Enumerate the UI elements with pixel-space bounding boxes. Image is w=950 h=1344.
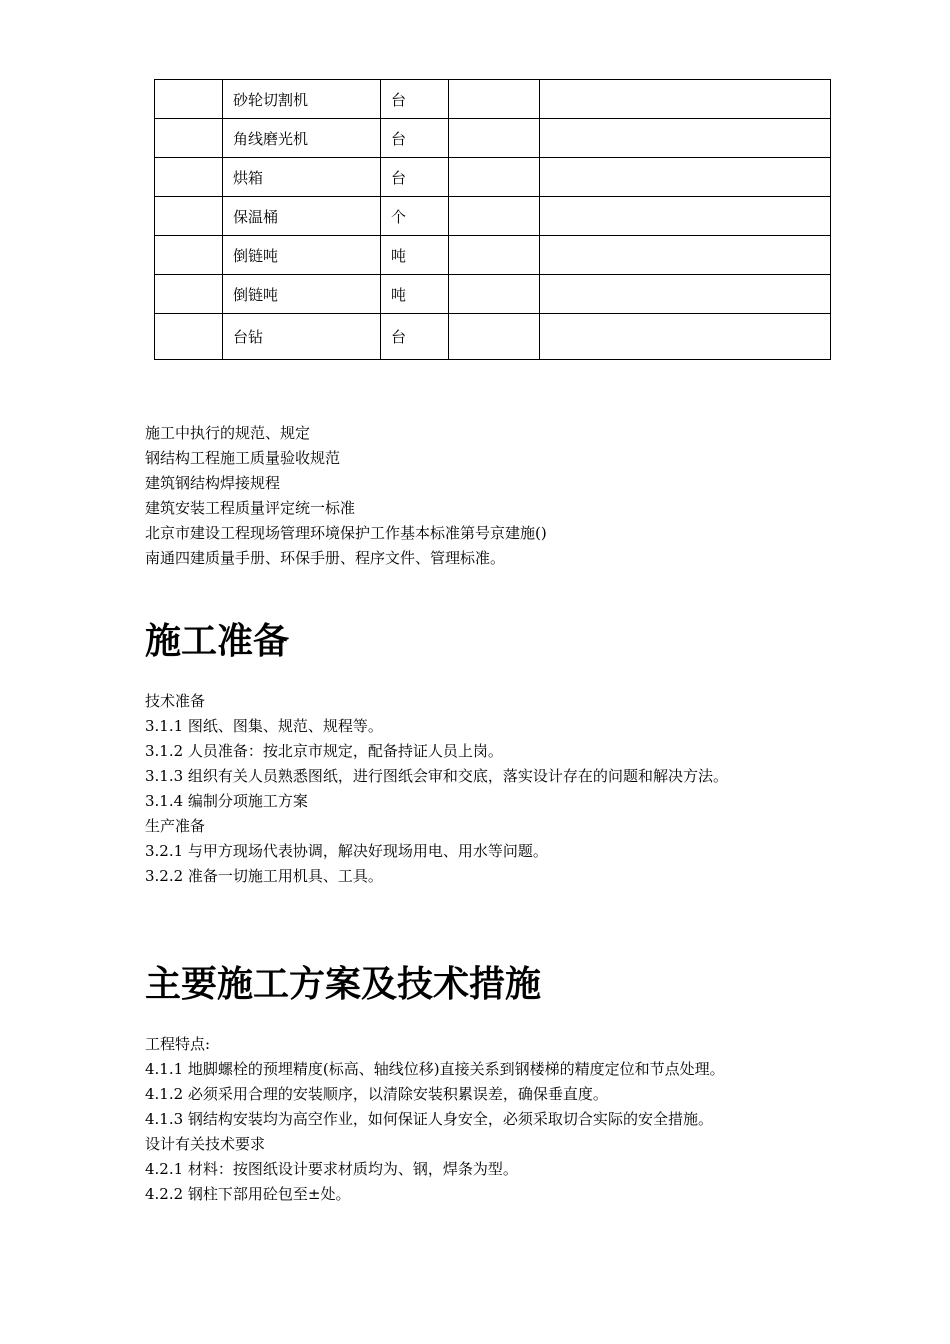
cell-unit: 台: [381, 314, 449, 360]
section4-line: 4.1.2 必须采用合理的安装顺序，以清除安装积累误差，确保垂直度。: [145, 1085, 608, 1103]
cell-name: 倒链吨: [223, 236, 381, 275]
cell-no: [155, 158, 223, 197]
standards-list: [145, 421, 547, 571]
section4-heading: 主要施工方案及技术措施: [145, 964, 542, 1005]
cell-unit: 吨: [381, 275, 449, 314]
cell-unit: 吨: [381, 236, 449, 275]
table-row: [155, 158, 831, 197]
cell-remark: [540, 236, 831, 275]
cell-remark: [540, 158, 831, 197]
table-row: [155, 314, 831, 360]
section3-heading: 施工准备: [145, 621, 290, 662]
cell-qty: [449, 314, 540, 360]
cell-no: [155, 275, 223, 314]
section3-line: 3.1.2 人员准备：按北京市规定，配备持证人员上岗。: [145, 742, 503, 760]
cell-qty: [449, 197, 540, 236]
cell-qty: [449, 158, 540, 197]
table-row: [155, 197, 831, 236]
equipment-table: [154, 79, 831, 360]
cell-remark: [540, 197, 831, 236]
cell-qty: [449, 236, 540, 275]
table-row: [155, 275, 831, 314]
standards-line: 施工中执行的规范、规定: [145, 424, 311, 442]
section4-line: 4.2.1 材料：按图纸设计要求材质均为、钢，焊条为型。: [145, 1160, 518, 1178]
cell-unit: 个: [381, 197, 449, 236]
cell-name: 倒链吨: [223, 275, 381, 314]
section3-line: 3.1.1 图纸、图集、规范、规程等。: [145, 717, 383, 735]
cell-name: 砂轮切割机: [223, 80, 381, 119]
standards-line: 建筑钢结构焊接规程: [145, 474, 281, 492]
cell-name: 烘箱: [223, 158, 381, 197]
cell-qty: [449, 80, 540, 119]
cell-name: 台钻: [223, 314, 381, 360]
table-row: [155, 119, 831, 158]
section3-body: [145, 689, 728, 889]
cell-unit: 台: [381, 80, 449, 119]
cell-no: [155, 197, 223, 236]
cell-no: [155, 119, 223, 158]
cell-unit: 台: [381, 158, 449, 197]
section3-line: 技术准备: [145, 692, 206, 710]
section4-line: 4.1.1 地脚螺栓的预埋精度(标高、轴线位移)直接关系到钢楼梯的精度定位和节点处理。: [145, 1060, 725, 1078]
section4-line: 4.2.2 钢柱下部用砼包至±处。: [145, 1185, 351, 1203]
section3-line: 生产准备: [145, 817, 206, 835]
section3-line: 3.2.2 准备一切施工用机具、工具。: [145, 867, 383, 885]
cell-no: [155, 314, 223, 360]
section3-line: 3.1.4 编制分项施工方案: [145, 792, 308, 810]
cell-remark: [540, 275, 831, 314]
cell-remark: [540, 119, 831, 158]
cell-name: 保温桶: [223, 197, 381, 236]
standards-line: 北京市建设工程现场管理环境保护工作基本标准第号京建施(): [145, 524, 547, 542]
cell-unit: 台: [381, 119, 449, 158]
section4-line: 4.1.3 钢结构安装均为高空作业，如何保证人身安全，必须采取切合实际的安全措施。: [145, 1110, 713, 1128]
section4-line: 设计有关技术要求: [145, 1135, 266, 1153]
section3-line: 3.2.1 与甲方现场代表协调，解决好现场用电、用水等问题。: [145, 842, 548, 860]
cell-remark: [540, 80, 831, 119]
section4-body: [145, 1032, 725, 1207]
cell-qty: [449, 119, 540, 158]
cell-remark: [540, 314, 831, 360]
section4-line: 工程特点:: [145, 1035, 211, 1053]
cell-name: 角线磨光机: [223, 119, 381, 158]
cell-no: [155, 80, 223, 119]
cell-qty: [449, 275, 540, 314]
standards-line: 南通四建质量手册、环保手册、程序文件、管理标准。: [145, 549, 506, 567]
table-row: [155, 80, 831, 119]
table-row: [155, 236, 831, 275]
standards-line: 建筑安装工程质量评定统一标准: [145, 499, 356, 517]
cell-no: [155, 236, 223, 275]
standards-line: 钢结构工程施工质量验收规范: [145, 449, 341, 467]
section3-line: 3.1.3 组织有关人员熟悉图纸，进行图纸会审和交底，落实设计存在的问题和解决方法。: [145, 767, 728, 785]
